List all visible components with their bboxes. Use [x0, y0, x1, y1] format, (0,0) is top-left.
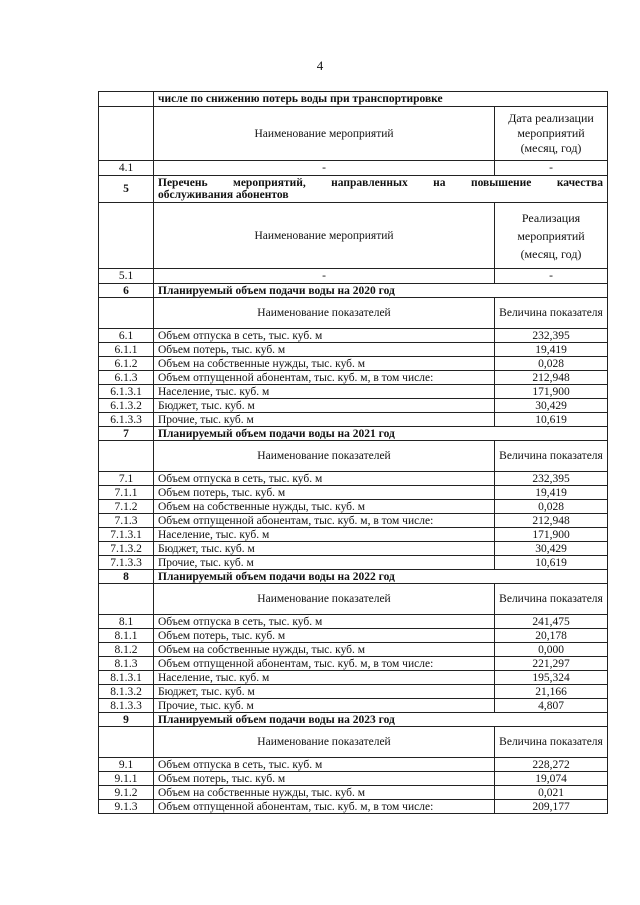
table-row	[99, 385, 608, 399]
column-header-name: Наименование мероприятий	[154, 203, 495, 269]
column-header-row	[99, 584, 608, 615]
row-number: 6.1.2	[99, 357, 154, 371]
column-header-name: Наименование мероприятий	[154, 107, 495, 161]
row-value: 241,475	[495, 615, 608, 629]
row-value: 21,166	[495, 685, 608, 699]
row-name: Объем отпущенной абонентам, тыс. куб. м, в том числе:	[154, 800, 495, 814]
row-name: Объем на собственные нужды, тыс. куб. м	[154, 500, 495, 514]
row-name: Объем потерь, тыс. куб. м	[154, 772, 495, 786]
empty-cell	[99, 298, 154, 329]
section-header-row	[99, 713, 608, 727]
row-number: 8.1.1	[99, 629, 154, 643]
row-number: 6.1.3.3	[99, 413, 154, 427]
table-row	[99, 472, 608, 486]
section-title: Планируемый объем подачи воды на 2022 год	[154, 570, 608, 584]
section-title: Планируемый объем подачи воды на 2021 год	[154, 427, 608, 441]
column-header-value: Величина показателя	[495, 584, 608, 615]
row-value: 232,395	[495, 329, 608, 343]
section-number: 5	[99, 176, 154, 203]
row-name: Объем на собственные нужды, тыс. куб. м	[154, 357, 495, 371]
row-number: 7.1.3.2	[99, 542, 154, 556]
row-number: 6.1	[99, 329, 154, 343]
row-name: Объем отпуска в сеть, тыс. куб. м	[154, 758, 495, 772]
table-row	[99, 671, 608, 685]
row-value: 209,177	[495, 800, 608, 814]
empty-cell	[99, 107, 154, 161]
table-row	[99, 556, 608, 570]
section-header-row	[99, 427, 608, 441]
row-name: Бюджет, тыс. куб. м	[154, 399, 495, 413]
row-name: Объем на собственные нужды, тыс. куб. м	[154, 786, 495, 800]
row-number: 9.1	[99, 758, 154, 772]
row-name: Объем отпущенной абонентам, тыс. куб. м, в том числе:	[154, 657, 495, 671]
row-value: 19,074	[495, 772, 608, 786]
column-header-value: Величина показателя	[495, 441, 608, 472]
row-value: 19,419	[495, 486, 608, 500]
row-number: 7.1.3	[99, 514, 154, 528]
row-number: 9.1.1	[99, 772, 154, 786]
table-row	[99, 786, 608, 800]
row-name: Бюджет, тыс. куб. м	[154, 685, 495, 699]
row-value: 0,000	[495, 643, 608, 657]
section-title: Планируемый объем подачи воды на 2020 год	[154, 284, 608, 298]
measures-table	[98, 91, 608, 814]
row-name: Объем отпущенной абонентам, тыс. куб. м, в том числе:	[154, 514, 495, 528]
row-value: 0,021	[495, 786, 608, 800]
column-header-row	[99, 107, 608, 161]
row-name: Объем отпуска в сеть, тыс. куб. м	[154, 615, 495, 629]
row-name: Население, тыс. куб. м	[154, 385, 495, 399]
row-value: 10,619	[495, 556, 608, 570]
row-name: -	[154, 161, 495, 176]
row-number: 7.1	[99, 472, 154, 486]
row-value: 30,429	[495, 399, 608, 413]
table-row	[99, 615, 608, 629]
row-number: 5.1	[99, 269, 154, 284]
table-row	[99, 500, 608, 514]
row-number: 8.1.3	[99, 657, 154, 671]
table-row	[99, 399, 608, 413]
row-number: 8.1.2	[99, 643, 154, 657]
row-name: Прочие, тыс. куб. м	[154, 699, 495, 713]
row-name: Объем потерь, тыс. куб. м	[154, 629, 495, 643]
section-header-row	[99, 284, 608, 298]
section-number: 9	[99, 713, 154, 727]
table-row	[99, 758, 608, 772]
row-name: Бюджет, тыс. куб. м	[154, 542, 495, 556]
section-title: числе по снижению потерь воды при транспортировке	[154, 92, 608, 107]
column-header-name: Наименование показателей	[154, 441, 495, 472]
table-row	[99, 357, 608, 371]
empty-cell	[99, 441, 154, 472]
row-number: 4.1	[99, 161, 154, 176]
row-number: 7.1.1	[99, 486, 154, 500]
section-number: 7	[99, 427, 154, 441]
empty-cell	[99, 584, 154, 615]
table-row	[99, 486, 608, 500]
table-row	[99, 371, 608, 385]
column-header-name: Наименование показателей	[154, 298, 495, 329]
row-number: 9.1.2	[99, 786, 154, 800]
row-name: Объем отпуска в сеть, тыс. куб. м	[154, 329, 495, 343]
row-number: 8.1	[99, 615, 154, 629]
row-value: 0,028	[495, 500, 608, 514]
row-number: 6.1.3.2	[99, 399, 154, 413]
row-value: 212,948	[495, 514, 608, 528]
section-header-row	[99, 570, 608, 584]
column-header-row	[99, 441, 608, 472]
row-number: 6.1.3	[99, 371, 154, 385]
table-row	[99, 343, 608, 357]
row-number: 8.1.3.1	[99, 671, 154, 685]
table-row	[99, 629, 608, 643]
table-row	[99, 514, 608, 528]
row-name: Объем потерь, тыс. куб. м	[154, 486, 495, 500]
row-value: 10,619	[495, 413, 608, 427]
row-name: -	[154, 269, 495, 284]
empty-cell	[99, 92, 154, 107]
table-row	[99, 685, 608, 699]
row-number: 6.1.1	[99, 343, 154, 357]
column-header-name: Наименование показателей	[154, 584, 495, 615]
row-number: 7.1.2	[99, 500, 154, 514]
empty-cell	[99, 203, 154, 269]
section-title	[154, 176, 608, 203]
row-number: 8.1.3.2	[99, 685, 154, 699]
section-title-line: обслуживания абонентов	[158, 189, 289, 201]
column-header-date: Реализация мероприятий (месяц, год)	[495, 203, 608, 269]
row-number: 7.1.3.1	[99, 528, 154, 542]
row-value: 212,948	[495, 371, 608, 385]
table-row	[99, 542, 608, 556]
row-name: Население, тыс. куб. м	[154, 671, 495, 685]
table-row	[99, 161, 608, 176]
row-value: 232,395	[495, 472, 608, 486]
section-title-line: Перечень мероприятий, направленных на повышение качества	[158, 177, 604, 189]
row-value: 20,178	[495, 629, 608, 643]
section-title: Планируемый объем подачи воды на 2023 год	[154, 713, 608, 727]
row-name: Прочие, тыс. куб. м	[154, 413, 495, 427]
row-number: 6.1.3.1	[99, 385, 154, 399]
row-value: 4,807	[495, 699, 608, 713]
column-header-date: Дата реализации мероприятий (месяц, год)	[495, 107, 608, 161]
row-value: 171,900	[495, 528, 608, 542]
table-row	[99, 528, 608, 542]
section-number: 6	[99, 284, 154, 298]
column-header-row	[99, 203, 608, 269]
row-name: Население, тыс. куб. м	[154, 528, 495, 542]
column-header-value: Величина показателя	[495, 727, 608, 758]
row-value: -	[495, 269, 608, 284]
row-value: 228,272	[495, 758, 608, 772]
table-row	[99, 329, 608, 343]
row-name: Прочие, тыс. куб. м	[154, 556, 495, 570]
row-number: 7.1.3.3	[99, 556, 154, 570]
table-row	[99, 269, 608, 284]
column-header-row	[99, 727, 608, 758]
row-value: 30,429	[495, 542, 608, 556]
empty-cell	[99, 727, 154, 758]
row-value: 19,419	[495, 343, 608, 357]
section-header-row	[99, 176, 608, 203]
table-row	[99, 699, 608, 713]
row-value: 221,297	[495, 657, 608, 671]
row-name: Объем потерь, тыс. куб. м	[154, 343, 495, 357]
section-number: 8	[99, 570, 154, 584]
table-row	[99, 800, 608, 814]
page-number: 4	[316, 58, 324, 73]
row-value: -	[495, 161, 608, 176]
row-name: Объем на собственные нужды, тыс. куб. м	[154, 643, 495, 657]
row-value: 195,324	[495, 671, 608, 685]
row-number: 9.1.3	[99, 800, 154, 814]
section-header-row	[99, 92, 608, 107]
row-number: 8.1.3.3	[99, 699, 154, 713]
row-value: 171,900	[495, 385, 608, 399]
table-row	[99, 657, 608, 671]
row-name: Объем отпущенной абонентам, тыс. куб. м, в том числе:	[154, 371, 495, 385]
column-header-value: Величина показателя	[495, 298, 608, 329]
row-value: 0,028	[495, 357, 608, 371]
column-header-row	[99, 298, 608, 329]
table-row	[99, 772, 608, 786]
table-row	[99, 413, 608, 427]
row-name: Объем отпуска в сеть, тыс. куб. м	[154, 472, 495, 486]
table-row	[99, 643, 608, 657]
column-header-name: Наименование показателей	[154, 727, 495, 758]
